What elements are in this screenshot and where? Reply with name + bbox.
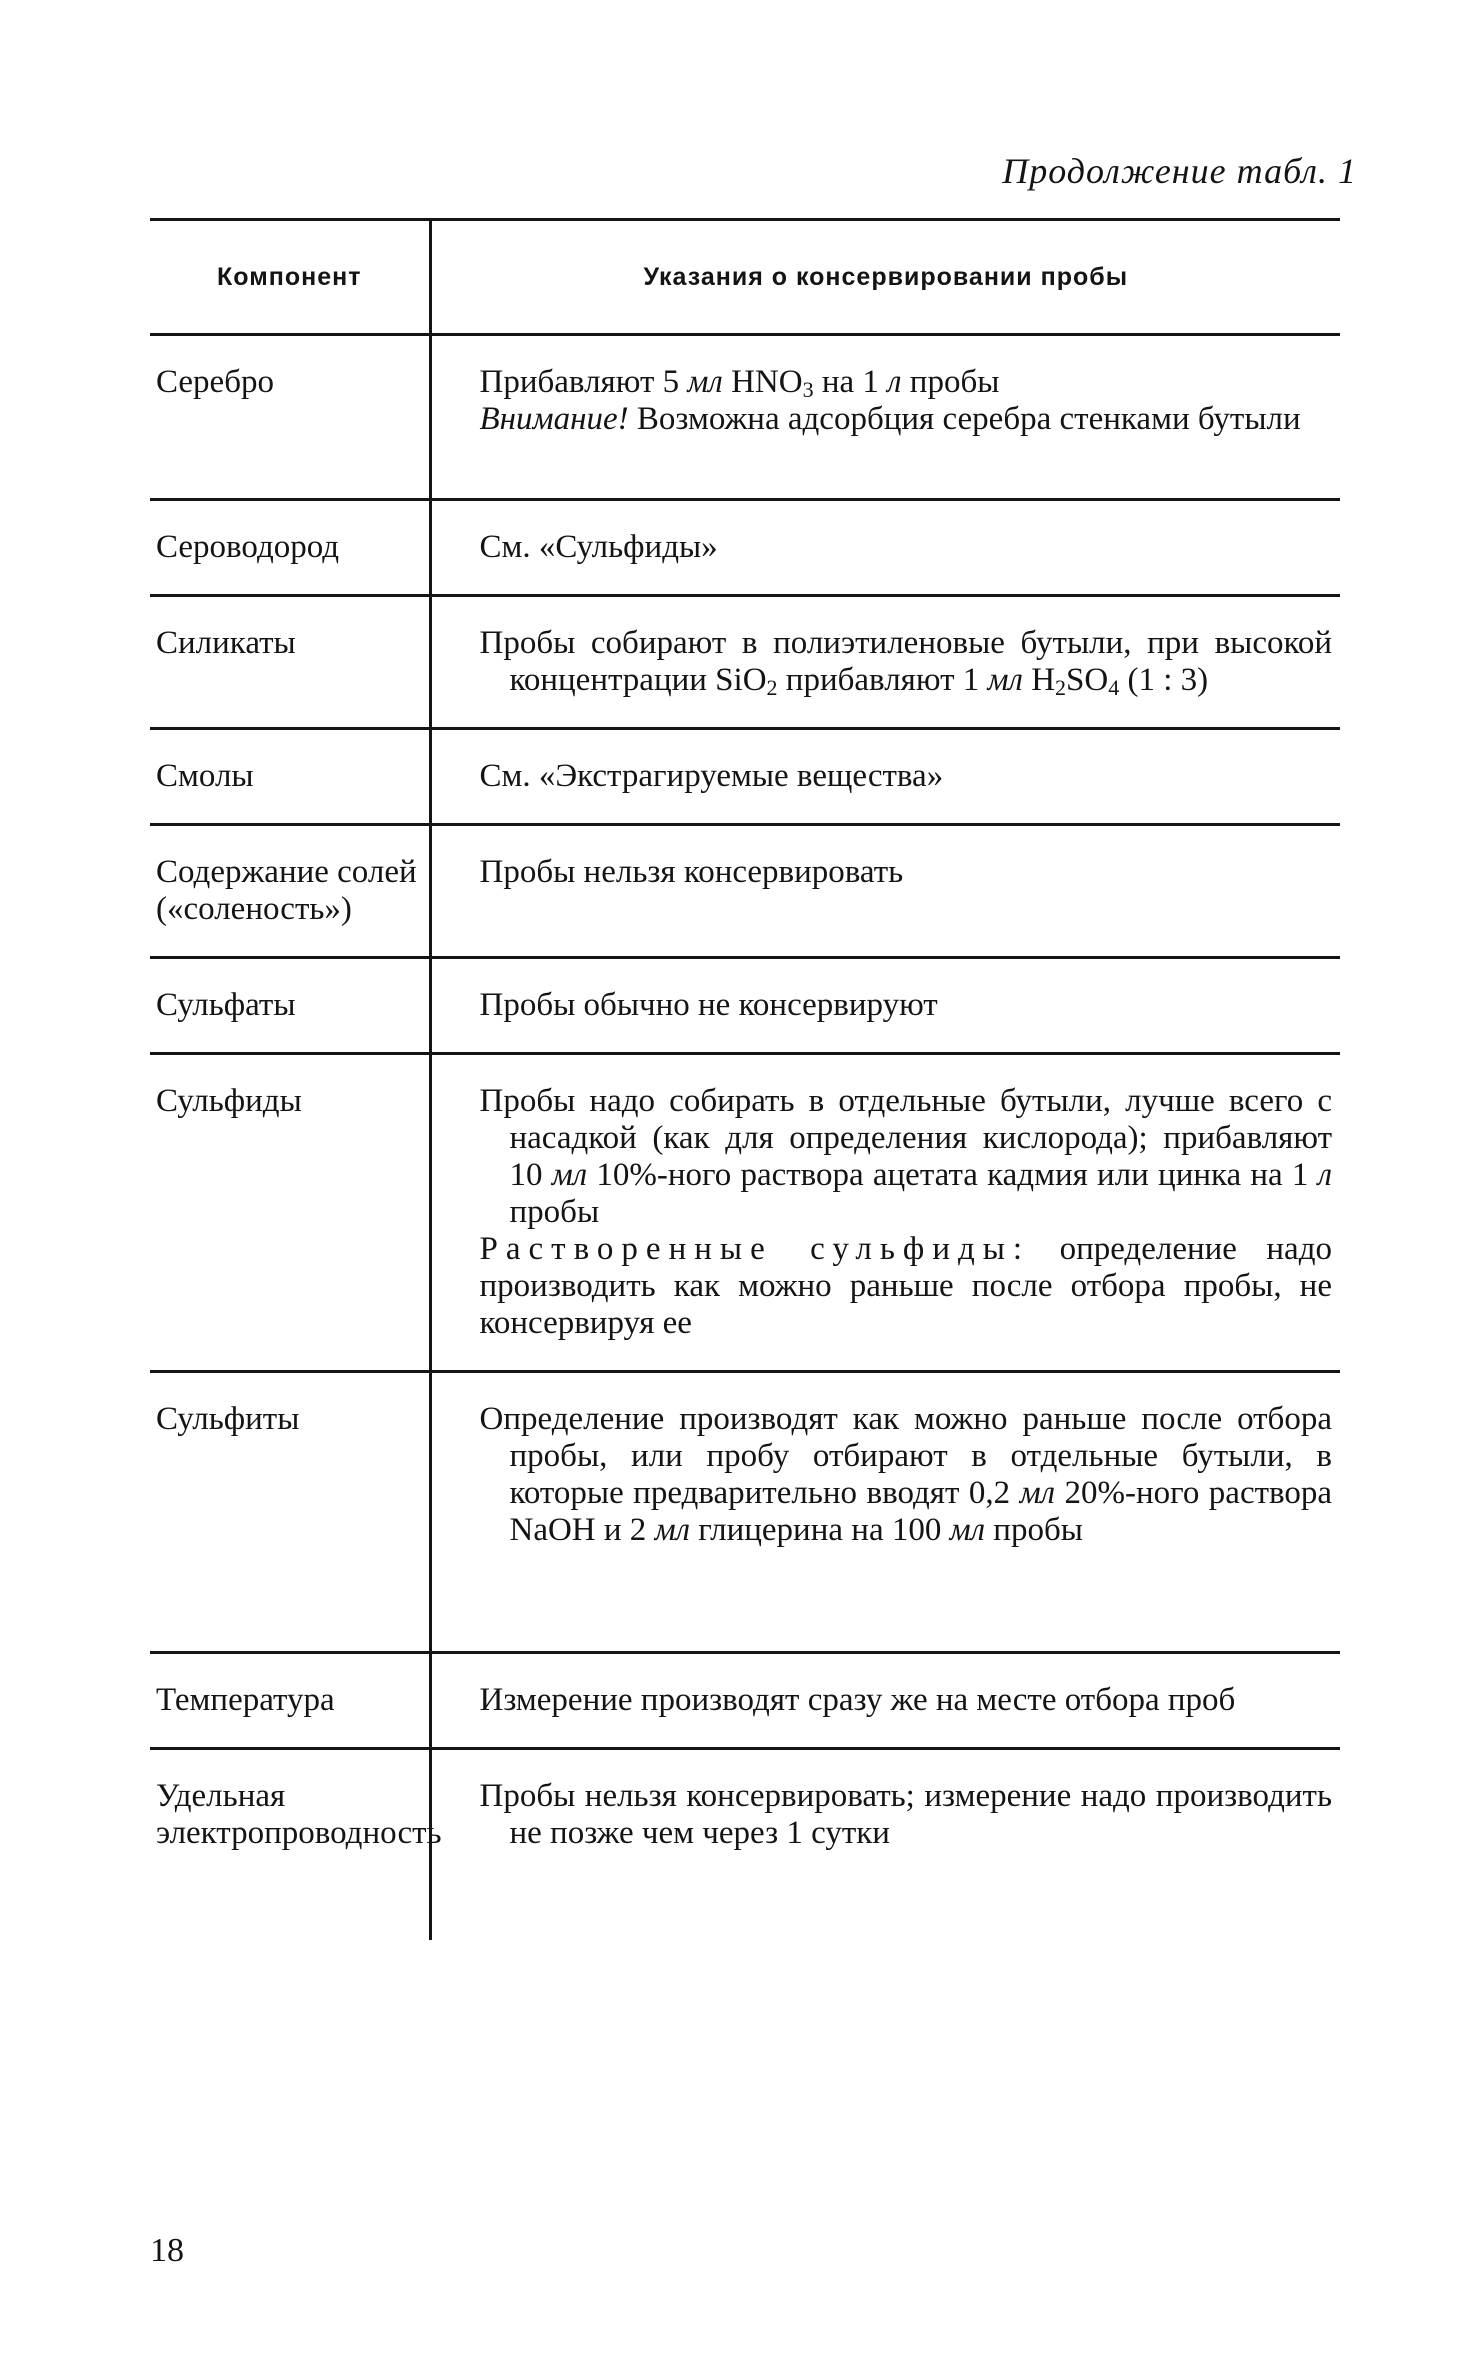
instruction-cell: Пробы обычно не консервируют: [430, 958, 1340, 1054]
table-row: [150, 1372, 1340, 1653]
component-cell: Сульфаты: [150, 958, 430, 1054]
column-header-instructions: Указания о консервировании пробы: [430, 220, 1340, 335]
table-row: [150, 825, 1340, 958]
component-cell: Сульфиды: [150, 1054, 430, 1372]
table-row: [150, 596, 1340, 729]
component-cell: Сероводород: [150, 500, 430, 596]
instruction-cell: Пробы надо собирать в отдельные бутыли, лучше всего с насадкой (как для определения кислорода); прибавляют 10 мл 10%-ного раствора ацетата кадмия или цинка на 1 л пробы Растворенные сульфиды: определение надо производить как можно раньше после отбора пробы, не консервируя ее: [430, 1054, 1340, 1372]
component-cell: Содержание солей («соленость»): [150, 825, 430, 958]
table-header-row: [150, 220, 1340, 335]
table-row: [150, 1749, 1340, 1941]
component-cell: Силикаты: [150, 596, 430, 729]
page-number: 18: [150, 2232, 184, 2269]
table-row: [150, 729, 1340, 825]
component-cell: Сульфиты: [150, 1372, 430, 1653]
column-header-component: Компонент: [150, 220, 430, 335]
table-row: [150, 1054, 1340, 1372]
instruction-cell: См. «Экстрагируемые вещества»: [430, 729, 1340, 825]
component-cell: Температура: [150, 1653, 430, 1749]
instruction-cell: Измерение производят сразу же на месте отбора проб: [430, 1653, 1340, 1749]
preservation-table: [150, 218, 1340, 1940]
instruction-cell: Пробы нельзя консервировать; измерение надо производить не позже чем через 1 сутки: [479, 1778, 1332, 1851]
table-continuation-caption: Продолжение табл. 1: [1002, 151, 1357, 191]
instruction-cell: Определение производят как можно раньше после отбора пробы, или пробу отбирают в отдельные бутыли, в которые предварительно вводят 0,2 мл 20%-ного раствора NaOH и 2 мл глицерина на 100 мл пробы: [430, 1372, 1340, 1653]
table-row: [150, 335, 1340, 500]
table-row: [150, 958, 1340, 1054]
table-row: [150, 500, 1340, 596]
instruction-cell: См. «Сульфиды»: [430, 500, 1340, 596]
table-row: [150, 1653, 1340, 1749]
instruction-cell: Пробы собирают в полиэтиленовые бутыли, при высокой концентрации SiO$_2$ прибавляют 1 мл $H_2SO_4$ (1 : 3): [430, 596, 1340, 729]
component-cell: Смолы: [150, 729, 430, 825]
component-cell: Удельная электропроводность: [150, 1749, 430, 1941]
instruction-cell: Прибавляют 5 мл $HNO_3$ на 1 л пробы Внимание! Возможна адсорбция серебра стенками бутыли: [430, 335, 1340, 500]
instruction-cell: Пробы нельзя консервировать: [430, 825, 1340, 958]
component-cell: Серебро: [150, 335, 430, 500]
